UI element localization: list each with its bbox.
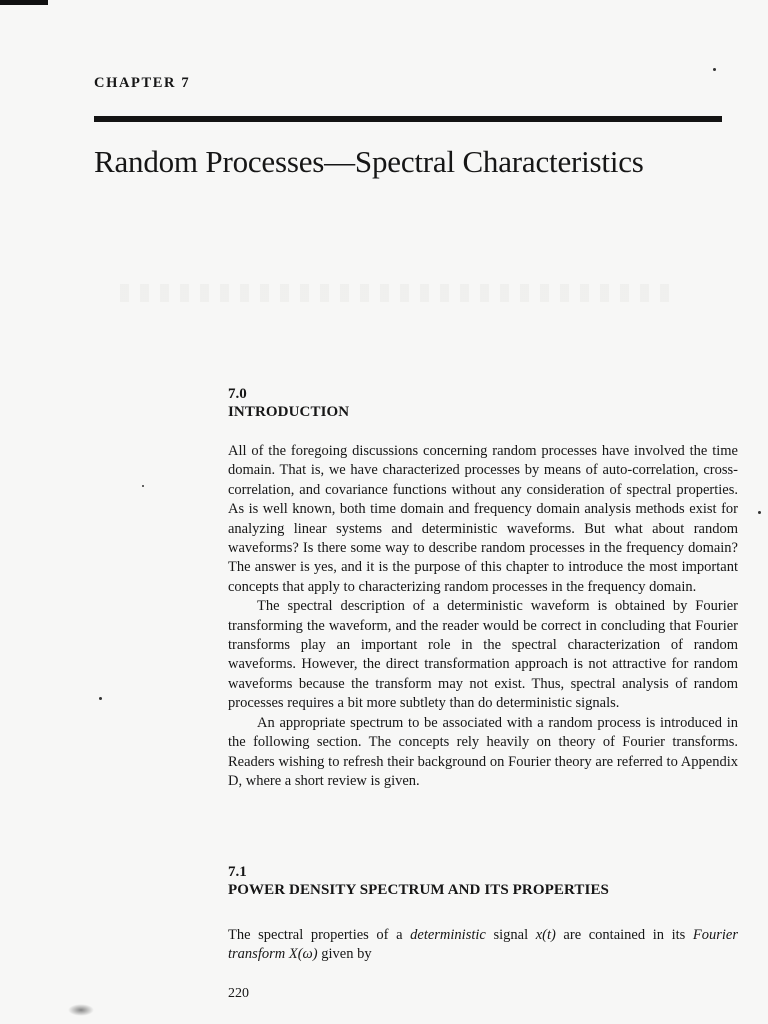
text-run: given by [317, 946, 372, 963]
chapter-rule [94, 116, 722, 122]
scan-speck [142, 485, 144, 487]
math-symbol: X(ω) [288, 946, 318, 963]
scan-speck [99, 697, 102, 700]
emphasis: Fourier transform [228, 927, 738, 963]
paragraph: An appropriate spectrum to be associated with a random process is introduced in the following section. The concepts rely heavily on theory of Fourier transforms. Readers wishing to refresh their background on Fourier theory are referred to Appendix D, where a short review is given. [228, 714, 738, 789]
power-spectrum-body [228, 926, 738, 965]
section-heading: INTRODUCTION [228, 404, 350, 420]
section-7-0-header [228, 385, 738, 422]
text-run: signal [485, 927, 536, 943]
emphasis: deterministic [410, 927, 486, 943]
section-7-1-header [228, 863, 738, 900]
text-run: are contained in its [555, 927, 693, 943]
scan-speck [758, 511, 761, 514]
scan-corner-mark [0, 0, 48, 5]
introduction-body [228, 442, 738, 791]
paragraph: All of the foregoing discussions concerning random processes have involved the time domain. That is, we have characterized processes by means of auto-correlation, cross-correlation, and covariance functions without any consideration of spectral properties. As is well known, both time domain and frequency domain analysis methods exist for analyzing linear systems and deterministic waveforms. But what about random waveforms? Is there some way to describe random processes in the frequency domain? The answer is yes, and it is the purpose of this chapter to introduce the most important concepts that apply to characterizing random processes in the frequency domain. [228, 443, 738, 595]
section-heading: POWER DENSITY SPECTRUM AND ITS PROPERTIES [228, 882, 609, 898]
chapter-label: CHAPTER 7 [94, 75, 191, 91]
chapter-title: Random Processes—Spectral Characteristics [94, 144, 644, 179]
paragraph [228, 926, 738, 965]
section-number: 7.1 [228, 864, 247, 880]
page-number: 220 [228, 986, 249, 1001]
scan-speck [713, 68, 716, 71]
section-number: 7.0 [228, 386, 247, 402]
paragraph: The spectral description of a deterministic waveform is obtained by Fourier transforming the waveform, and the reader would be correct in concluding that Fourier transforms play an important role in the spectral characterization of random waveforms. However, the direct transformation approach is not attractive for random waveforms because the transform may not exist. Thus, spectral analysis of random processes requires a bit more subtlety than do deterministic signals. [228, 598, 738, 712]
scan-smudge [68, 1004, 94, 1016]
math-symbol: x(t) [535, 927, 556, 943]
text-run: The spectral properties of a [228, 927, 411, 943]
scan-bleed-through [120, 284, 680, 302]
